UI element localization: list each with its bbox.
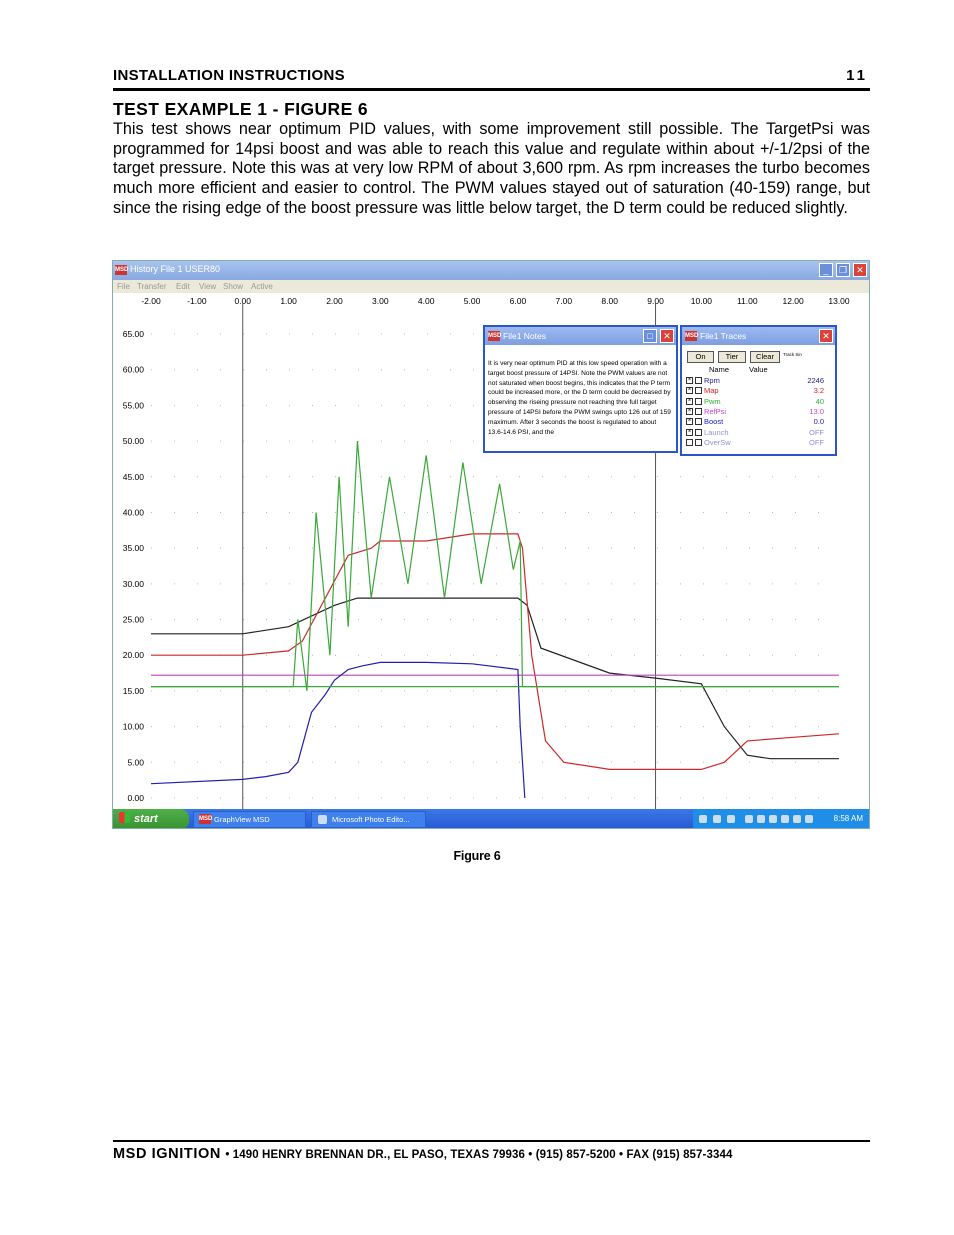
- x-tick-label: 12.00: [782, 296, 804, 306]
- close-icon[interactable]: ✕: [660, 329, 674, 343]
- trace-row-rpm[interactable]: [686, 376, 832, 386]
- traces-title: File1 Traces: [700, 331, 747, 341]
- msd-logo-icon: MSD: [199, 816, 213, 822]
- tier-button[interactable]: Tier: [718, 351, 746, 363]
- trace-row-pwm[interactable]: [686, 397, 832, 407]
- y-tick-label: 50.00: [122, 436, 144, 447]
- trace-active-checkbox[interactable]: [695, 398, 702, 405]
- taskbar: [113, 809, 870, 829]
- tray-icon[interactable]: [727, 815, 735, 823]
- x-tick-label: 1.00: [280, 296, 297, 306]
- y-tick-label: 55.00: [122, 400, 144, 411]
- close-icon[interactable]: ✕: [819, 329, 833, 343]
- msd-logo-icon: MSD: [685, 333, 699, 339]
- x-tick-label: 5.00: [463, 296, 481, 306]
- series-pwm: [151, 441, 839, 691]
- body-paragraph: This test shows near optimum PID values, with some improvement still possible. The TargetPsi was programmed for 14psi boost and was able to reach this value and regulate within about +/-1/2psi of the target pressure. Note this was at very low RPM of about 3,600 rpm. As rpm increases the turbo becomes much more efficient and easier to control. The PWM values stayed out of saturation (40-159) range, but since the rising edge of the boost pressure was little below target, the D term could be reduced slightly.: [113, 120, 870, 217]
- series-boost: [151, 662, 525, 798]
- tray-icon[interactable]: [713, 815, 721, 823]
- clear-button[interactable]: Clear: [750, 351, 780, 363]
- graphview-screenshot: [112, 260, 870, 829]
- window-titlebar: [113, 261, 870, 280]
- trace-active-checkbox[interactable]: [695, 408, 702, 415]
- y-tick-label: 45.00: [122, 471, 144, 482]
- trace-value: 0.0: [813, 417, 824, 427]
- menu-view[interactable]: View: [199, 282, 217, 291]
- traces-window: [680, 325, 837, 456]
- menu-edit[interactable]: Edit: [176, 282, 190, 291]
- y-tick-label: 30.00: [122, 578, 144, 589]
- col-name-header: Name: [709, 365, 730, 374]
- trace-row-map[interactable]: [686, 386, 832, 396]
- x-tick-label: 11.00: [736, 296, 758, 306]
- photo-editor-icon: [318, 815, 327, 824]
- y-tick-label: 10.00: [122, 721, 144, 732]
- trace-name: RefPsi: [704, 406, 727, 416]
- notes-window: [483, 325, 678, 453]
- tray-icon[interactable]: [781, 815, 789, 823]
- tray-icon[interactable]: [699, 815, 707, 823]
- system-tray: [693, 809, 870, 829]
- menu-file[interactable]: File: [117, 282, 130, 291]
- y-tick-label: 65.00: [122, 329, 144, 339]
- trace-active-checkbox[interactable]: [695, 439, 702, 446]
- tray-icon[interactable]: [769, 815, 777, 823]
- task-photo-editor[interactable]: Microsoft Photo Edito...: [311, 811, 426, 828]
- trace-show-checkbox[interactable]: ×: [687, 418, 692, 425]
- notes-text: It is very near optimum PID at this low speed operation with a target boost pressure of 14PSI. Note the PWM values are not not saturated when boost begins, this indicates that the P term could be increased more, or the D term could be decreased by observing the riseing pressure not reaching thre full target pressure of 14PSI before the PWM swings upto 126 out of 159 maximum. After 3 seconds the boost is regulated to about 13.6-14.6 PSI, and the: [488, 360, 671, 436]
- start-button[interactable]: start: [113, 809, 189, 829]
- menu-transfer[interactable]: Transfer: [137, 282, 167, 291]
- y-tick-label: 0.00: [127, 793, 144, 803]
- tray-icon[interactable]: [757, 815, 765, 823]
- close-icon[interactable]: ✕: [853, 263, 867, 277]
- task-graphview[interactable]: MSD GraphView MSD: [193, 811, 306, 828]
- section-heading: TEST EXAMPLE 1 - FIGURE 6: [113, 99, 369, 119]
- trace-name: Map: [704, 386, 719, 396]
- trace-value: 2246: [807, 376, 824, 385]
- trace-name: Boost: [704, 417, 724, 427]
- x-tick-label: -1.00: [187, 296, 207, 306]
- tray-icon[interactable]: [793, 815, 801, 823]
- trace-row-launch[interactable]: [686, 428, 832, 438]
- traces-titlebar: [682, 327, 835, 345]
- x-tick-label: 4.00: [417, 296, 435, 306]
- footer-brand: MSD IGNITION: [113, 1146, 221, 1162]
- trace-active-checkbox[interactable]: [695, 387, 702, 394]
- y-tick-label: 20.00: [122, 650, 144, 661]
- trace-row-oversw[interactable]: [686, 438, 832, 448]
- x-tick-label: 10.00: [690, 296, 713, 306]
- trace-show-checkbox[interactable]: ×: [687, 387, 692, 394]
- trace-value: OFF: [809, 427, 824, 437]
- y-tick-label: 25.00: [122, 614, 144, 625]
- x-tick-label: 13.00: [828, 296, 850, 306]
- x-tick-label: 7.00: [555, 296, 573, 306]
- trace-show-checkbox[interactable]: ×: [687, 377, 692, 383]
- trace-active-checkbox[interactable]: [695, 377, 702, 384]
- series-map: [151, 534, 839, 770]
- x-tick-label: -2.00: [141, 296, 161, 306]
- trace-active-checkbox[interactable]: [695, 429, 702, 436]
- msd-logo-icon: MSD: [488, 333, 502, 339]
- y-tick-label: 35.00: [122, 543, 144, 554]
- trace-show-checkbox[interactable]: ×: [687, 428, 692, 435]
- y-tick-label: 15.00: [122, 685, 144, 696]
- trace-name: OverSw: [704, 437, 731, 447]
- footer-address: • 1490 HENRY BRENNAN DR., EL PASO, TEXAS 79936 • (915) 857-5200 • FAX (915) 857-3344: [225, 1149, 733, 1161]
- restore-icon[interactable]: ❐: [836, 263, 850, 277]
- trace-value: 13.0: [809, 406, 824, 416]
- y-tick-label: 5.00: [127, 757, 144, 768]
- x-tick-label: 6.00: [509, 296, 527, 306]
- x-tick-label: 0.00: [234, 296, 252, 306]
- trace-show-checkbox[interactable]: [686, 439, 693, 446]
- tray-icon[interactable]: [745, 815, 753, 823]
- clock: 8:58 AM: [833, 814, 863, 823]
- page-footer: [113, 1140, 870, 1162]
- on-button[interactable]: On: [687, 351, 714, 363]
- trace-name: Pwm: [704, 396, 721, 406]
- trace-show-checkbox[interactable]: ×: [687, 407, 692, 414]
- figure-caption: Figure 6: [453, 849, 501, 863]
- menu-show[interactable]: Show: [223, 282, 244, 291]
- x-tick-label: 9.00: [647, 296, 664, 306]
- window-title: History File 1 USER80: [130, 264, 221, 274]
- windows-flag-icon: [119, 812, 130, 823]
- col-value-header: Value: [749, 365, 768, 374]
- maximize-icon[interactable]: □: [643, 329, 657, 343]
- trace-active-checkbox[interactable]: [695, 418, 702, 425]
- notes-titlebar: [485, 327, 676, 345]
- y-tick-label: 40.00: [122, 507, 144, 518]
- section-title: INSTALLATION INSTRUCTIONS: [113, 67, 345, 84]
- x-tick-label: 8.00: [601, 296, 618, 306]
- minimize-icon[interactable]: _: [819, 263, 833, 277]
- trace-show-checkbox[interactable]: ×: [687, 397, 692, 404]
- trace-name: Launch: [704, 427, 729, 437]
- page-number: 11: [846, 67, 868, 84]
- series-rpm: [151, 598, 839, 759]
- trace-value: 3.2: [813, 386, 824, 396]
- notes-title: File1 Notes: [503, 331, 546, 341]
- track-sin-option[interactable]: Track Sin: [783, 352, 802, 357]
- trace-row-refpsi[interactable]: [686, 407, 832, 417]
- page-header: [113, 66, 870, 91]
- tray-icon[interactable]: [805, 815, 813, 823]
- trace-value: 40: [815, 396, 824, 406]
- msd-logo-icon: MSD: [115, 267, 129, 273]
- trace-row-boost[interactable]: [686, 417, 832, 427]
- y-tick-label: 60.00: [122, 364, 144, 375]
- x-tick-label: 3.00: [372, 296, 389, 306]
- x-tick-label: 2.00: [326, 296, 343, 306]
- menu-active[interactable]: Active: [251, 282, 273, 291]
- menu-bar: [113, 280, 870, 293]
- trace-value: OFF: [809, 437, 824, 447]
- trace-name: Rpm: [704, 376, 720, 385]
